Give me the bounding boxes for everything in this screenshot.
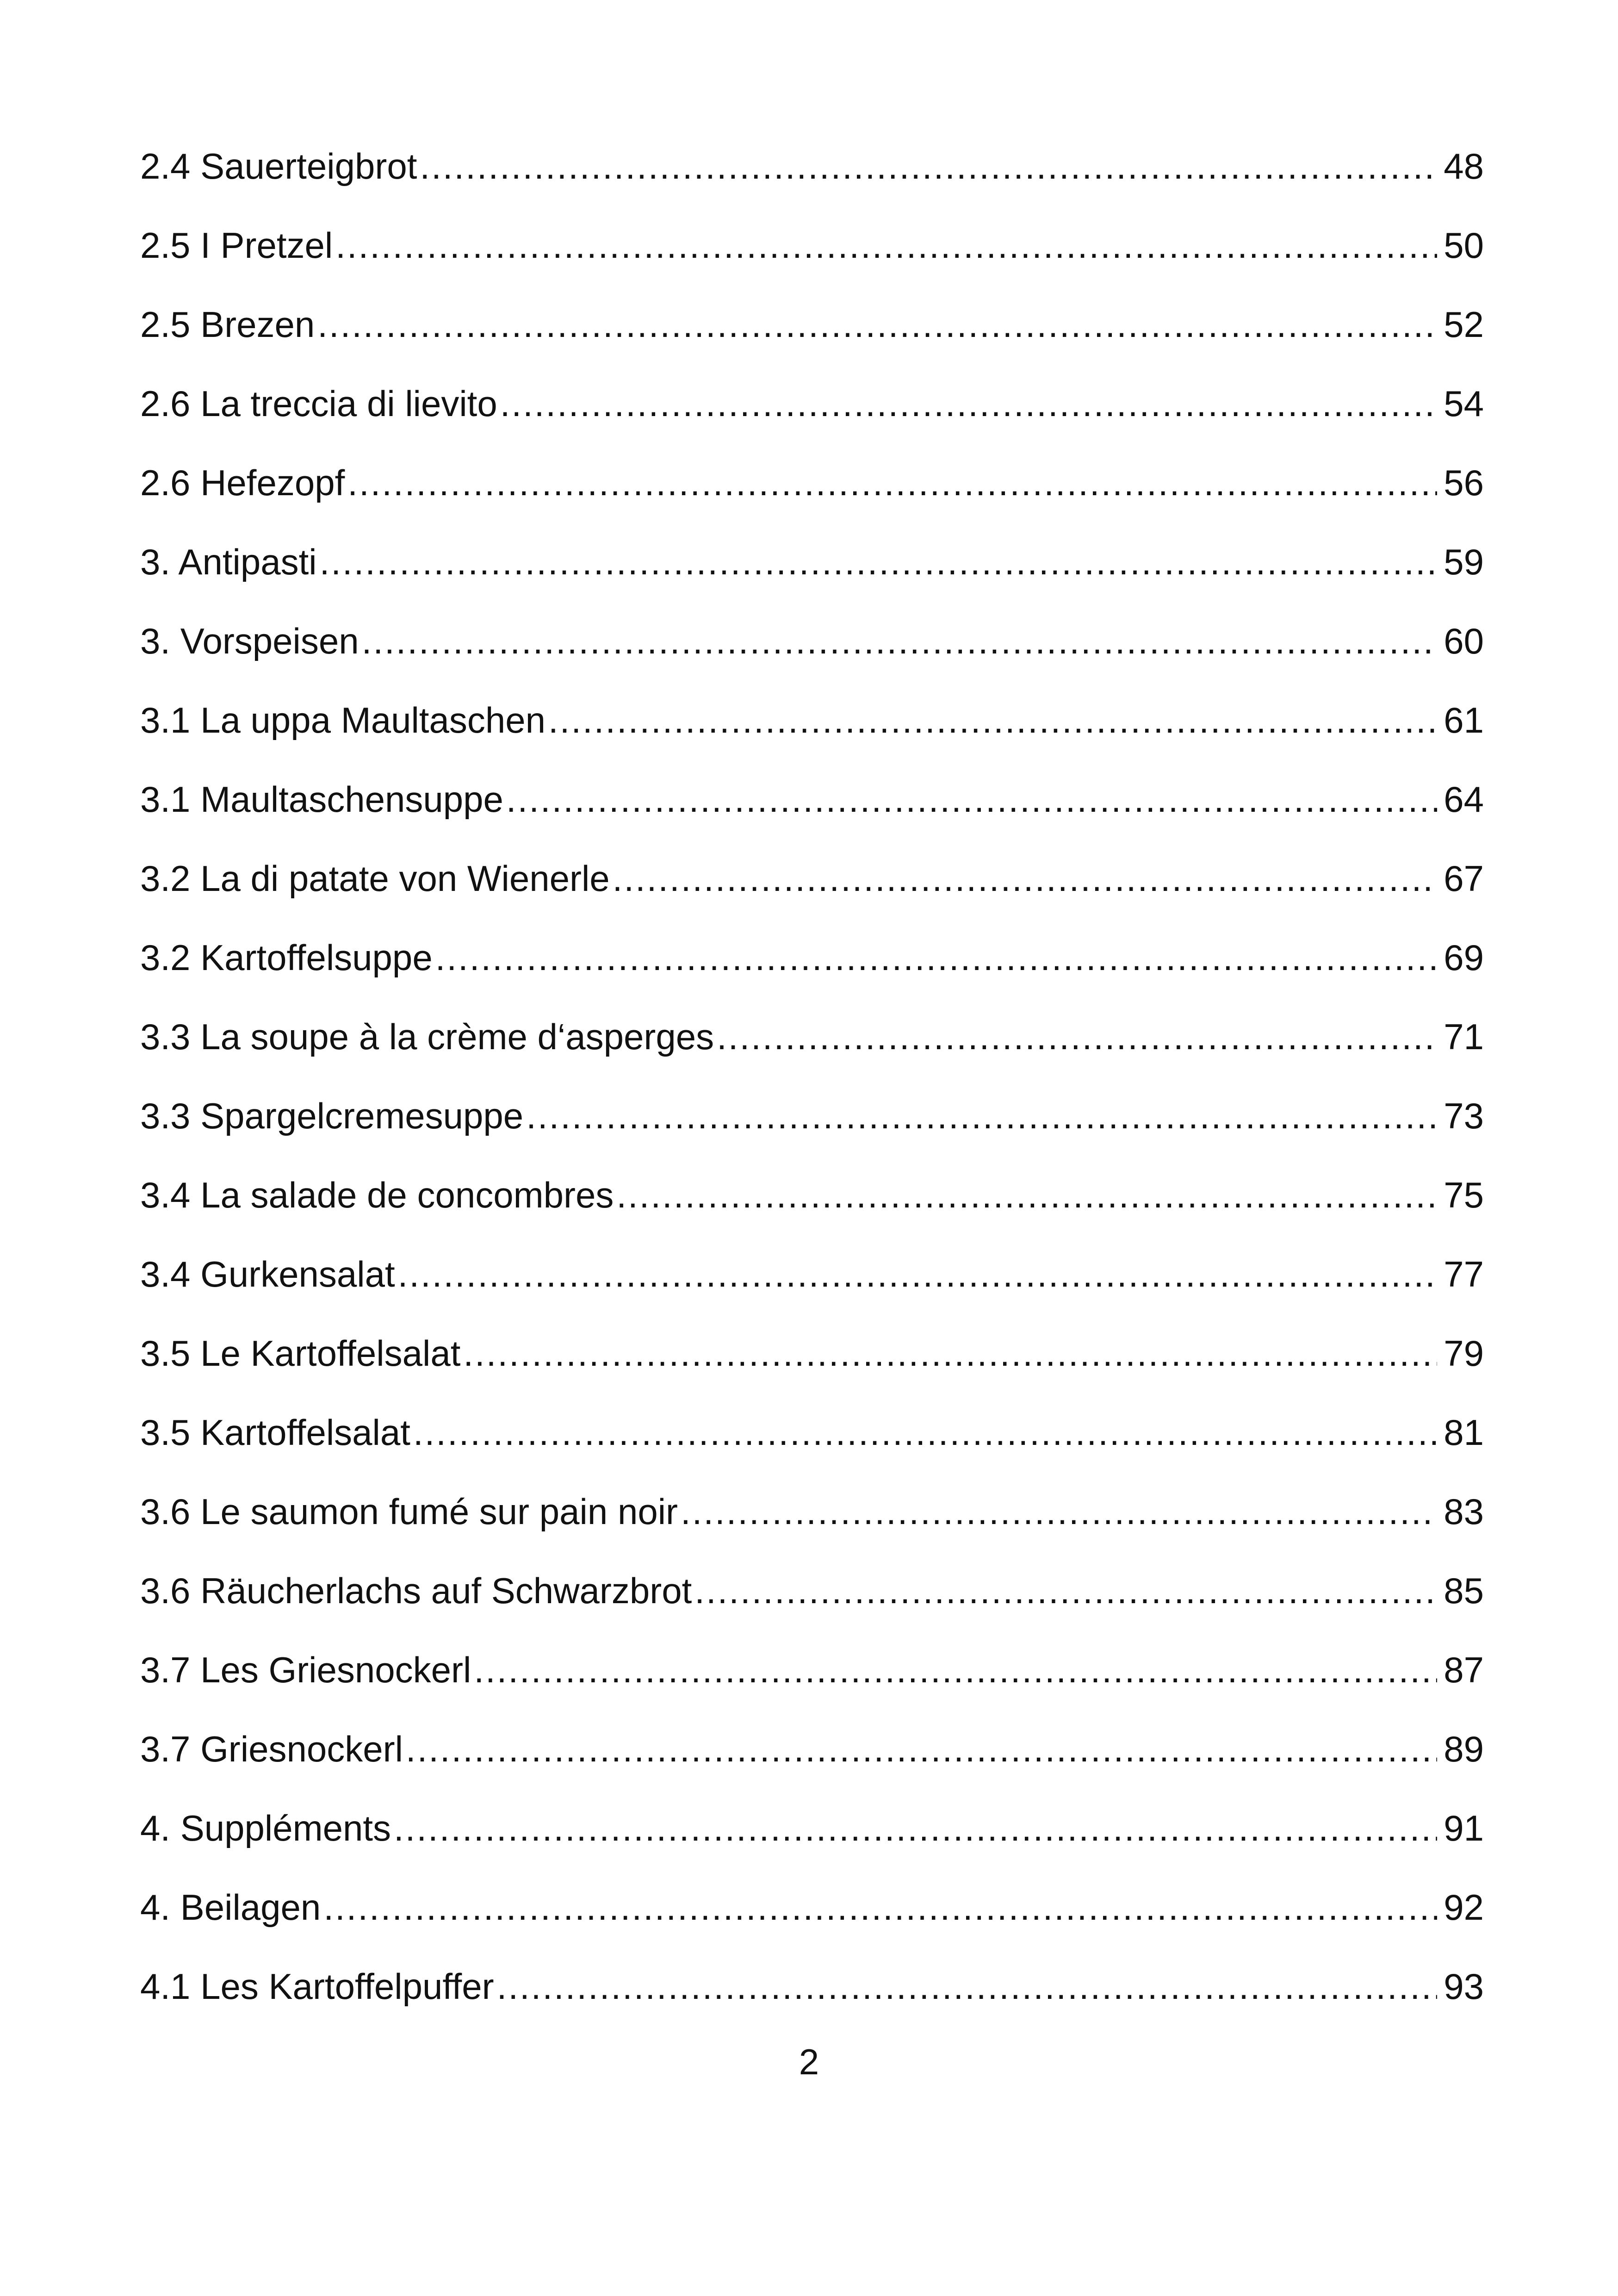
toc-entry-page: 87: [1444, 1649, 1484, 1690]
toc-leader-dots: [497, 1959, 1438, 2014]
toc-entry[interactable]: [140, 534, 1484, 613]
toc-entry-page: 71: [1444, 1016, 1484, 1057]
toc-entry-title: 3.5 Le Kartoffelsalat: [140, 1333, 461, 1374]
toc-entry[interactable]: [140, 1800, 1484, 1879]
toc-entry-page: 54: [1444, 383, 1484, 424]
toc-entry[interactable]: [140, 1642, 1484, 1721]
toc-entry-page: 93: [1444, 1966, 1484, 2007]
toc-entry[interactable]: [140, 1405, 1484, 1484]
toc-entry-page: 85: [1444, 1570, 1484, 1611]
toc-entry-title: 3.4 La salade de concombres: [140, 1175, 614, 1215]
toc-leader-dots: [323, 1879, 1437, 1935]
toc-leader-dots: [394, 1800, 1437, 1856]
toc-entry-title: 3. Antipasti: [140, 541, 317, 582]
toc-entry-page: 48: [1444, 146, 1484, 187]
toc-leader-dots: [317, 297, 1437, 352]
toc-entry-page: 77: [1444, 1254, 1484, 1294]
toc-entry-title: 3.6 Le saumon fumé sur pain noir: [140, 1491, 678, 1532]
toc-entry-title: 3.7 Griesnockerl: [140, 1729, 403, 1769]
toc-entry[interactable]: [140, 1167, 1484, 1246]
toc-leader-dots: [398, 1246, 1438, 1302]
toc-entry-page: 73: [1444, 1095, 1484, 1136]
toc-entry[interactable]: [140, 1879, 1484, 1959]
toc-entry-page: 64: [1444, 779, 1484, 820]
toc-entry-page: 75: [1444, 1175, 1484, 1215]
toc-entry-page: 67: [1444, 858, 1484, 899]
toc-entry[interactable]: [140, 1325, 1484, 1405]
toc-entry-page: 92: [1444, 1887, 1484, 1928]
toc-entry[interactable]: [140, 297, 1484, 376]
toc-entry-page: 50: [1444, 225, 1484, 266]
toc-leader-dots: [717, 1009, 1437, 1064]
toc-entry-page: 60: [1444, 621, 1484, 661]
toc-entry-page: 69: [1444, 937, 1484, 978]
toc-leader-dots: [320, 534, 1438, 590]
toc-entry[interactable]: [140, 1088, 1484, 1167]
toc-leader-dots: [362, 613, 1438, 669]
toc-entry-page: 89: [1444, 1729, 1484, 1769]
toc-leader-dots: [613, 851, 1438, 906]
toc-entry-title: 3.7 Les Griesnockerl: [140, 1649, 471, 1690]
toc-entry[interactable]: [140, 455, 1484, 534]
toc-entry-title: 3.3 La soupe à la crème d‘asperges: [140, 1016, 714, 1057]
toc-entry-title: 3.2 La di patate von Wienerle: [140, 858, 610, 899]
toc-entry[interactable]: [140, 1246, 1484, 1325]
toc-entry[interactable]: [140, 1484, 1484, 1563]
toc-leader-dots: [548, 692, 1437, 748]
toc-entry[interactable]: [140, 692, 1484, 772]
toc-entry[interactable]: [140, 218, 1484, 297]
toc-entry-title: 4. Suppléments: [140, 1808, 391, 1848]
toc-entry[interactable]: [140, 376, 1484, 455]
toc-entry-title: 3. Vorspeisen: [140, 621, 359, 661]
toc-entry-page: 59: [1444, 541, 1484, 582]
toc-entry-title: 3.5 Kartoffelsalat: [140, 1412, 410, 1453]
toc-leader-dots: [526, 1088, 1437, 1144]
toc-leader-dots: [506, 772, 1437, 827]
toc-leader-dots: [694, 1563, 1437, 1618]
toc-entry-title: 2.5 Brezen: [140, 304, 315, 345]
toc-leader-dots: [420, 138, 1437, 194]
toc-entry-page: 91: [1444, 1808, 1484, 1848]
toc-entry[interactable]: [140, 138, 1484, 218]
toc-entry-title: 2.6 Hefezopf: [140, 462, 345, 503]
toc-leader-dots: [435, 930, 1438, 985]
toc-leader-dots: [347, 455, 1437, 510]
toc-entry-page: 81: [1444, 1412, 1484, 1453]
toc-entry-title: 3.1 Maultaschensuppe: [140, 779, 503, 820]
toc-entry[interactable]: [140, 1959, 1484, 2038]
toc-entry[interactable]: [140, 772, 1484, 851]
toc-entry[interactable]: [140, 930, 1484, 1009]
page-number: 2: [799, 2041, 819, 2082]
toc-leader-dots: [335, 218, 1437, 273]
toc-leader-dots: [500, 376, 1437, 431]
toc-leader-dots: [474, 1642, 1437, 1698]
toc-entry-title: 3.1 La uppa Maultaschen: [140, 700, 546, 740]
toc-entry-title: 3.2 Kartoffelsuppe: [140, 937, 433, 978]
toc-entry[interactable]: [140, 1721, 1484, 1800]
toc-entry-title: 3.4 Gurkensalat: [140, 1254, 395, 1294]
toc-entry-title: 2.4 Sauerteigbrot: [140, 146, 417, 187]
toc-entry-title: 2.5 I Pretzel: [140, 225, 333, 266]
toc-entry[interactable]: [140, 1009, 1484, 1088]
toc-leader-dots: [616, 1167, 1437, 1223]
toc-entry-title: 4.1 Les Kartoffelpuffer: [140, 1966, 494, 2007]
toc-entry-title: 3.6 Räucherlachs auf Schwarzbrot: [140, 1570, 692, 1611]
toc-entry-title: 2.6 La treccia di lievito: [140, 383, 497, 424]
toc-entry[interactable]: [140, 851, 1484, 930]
toc-entry-page: 79: [1444, 1333, 1484, 1374]
toc-entry-page: 83: [1444, 1491, 1484, 1532]
toc-entry[interactable]: [140, 613, 1484, 692]
toc-leader-dots: [463, 1325, 1437, 1381]
toc-entry-title: 4. Beilagen: [140, 1887, 321, 1928]
table-of-contents: [140, 138, 1484, 2038]
toc-entry-page: 61: [1444, 700, 1484, 740]
toc-entry-page: 56: [1444, 462, 1484, 503]
toc-leader-dots: [413, 1405, 1437, 1460]
toc-entry[interactable]: [140, 1563, 1484, 1642]
toc-entry-page: 52: [1444, 304, 1484, 345]
toc-entry-title: 3.3 Spargelcremesuppe: [140, 1095, 524, 1136]
toc-leader-dots: [681, 1484, 1437, 1539]
toc-leader-dots: [406, 1721, 1437, 1777]
